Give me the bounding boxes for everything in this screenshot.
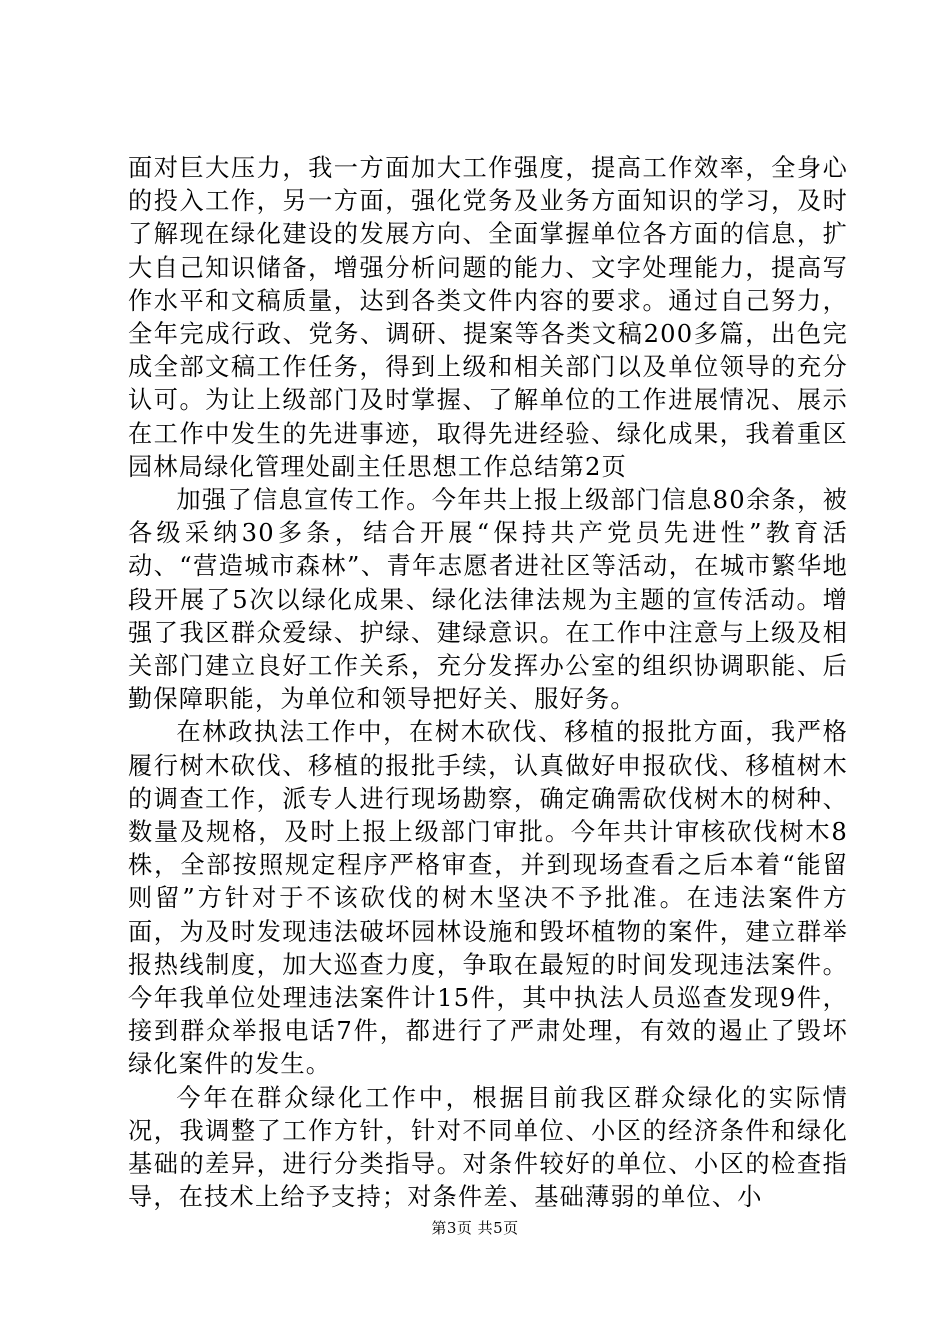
paragraph-4: 今年在群众绿化工作中，根据目前我区群众绿化的实际情况，我调整了工作方针，针对不同单位、小区的经济条件和绿化基础的差异，进行分类指导。对条件较好的单位、小区的检查指导，在技术上给予支持；对条件差、基础薄弱的单位、小: [128, 1083, 848, 1212]
paragraph-2: 加强了信息宣传工作。今年共上报上级部门信息80余条，被各级采纳30多条，结合开展“保持共产党员先进性”教育活动、“营造城市森林”、青年志愿者进社区等活动，在城市繁华地段开展了5次以绿化成果、绿化法律法规为主题的宣传活动。增强了我区群众爱绿、护绿、建绿意识。在工作中注意与上级及相关部门建立良好工作关系，充分发挥办公室的组织协调职能、后勤保障职能，为单位和领导把好关、服好务。: [128, 486, 848, 714]
paragraph-3: 在林政执法工作中，在树木砍伐、移植的报批方面，我严格履行树木砍伐、移植的报批手续，认真做好申报砍伐、移植树木的调查工作，派专人进行现场勘察，确定确需砍伐树木的树种、数量及规格，及时上报上级部门审批。今年共计审核砍伐树木8株，全部按照规定程序严格审查，并到现场查看之后本着“能留则留”方针对于不该砍伐的树木坚决不予批准。在违法案件方面，为及时发现违法破坏园林设施和毁坏植物的案件，建立群举报热线制度，加大巡查力度，争取在最短的时间发现违法案件。今年我单位处理违法案件计15件，其中执法人员巡查发现9件，接到群众举报电话7件，都进行了严肃处理，有效的遏止了毁坏绿化案件的发生。: [128, 718, 848, 1079]
page-footer: 第3页 共5页: [431, 1219, 519, 1237]
paragraph-1: 面对巨大压力，我一方面加大工作强度，提高工作效率，全身心的投入工作，另一方面，强化党务及业务方面知识的学习，及时了解现在绿化建设的发展方向、全面掌握单位各方面的信息，扩大自己知识储备，增强分析问题的能力、文字处理能力，提高写作水平和文稿质量，达到各类文件内容的要求。通过自己努力，全年完成行政、党务、调研、提案等各类文稿200多篇，出色完成全部文稿工作任务，得到上级和相关部门以及单位领导的充分认可。为让上级部门及时掌握、了解单位的工作进展情况、展示在工作中发生的先进事迹，取得先进经验、绿化成果，我着重区园林局绿化管理处副主任思想工作总结第2页: [128, 154, 848, 481]
document-body: [128, 152, 848, 1215]
